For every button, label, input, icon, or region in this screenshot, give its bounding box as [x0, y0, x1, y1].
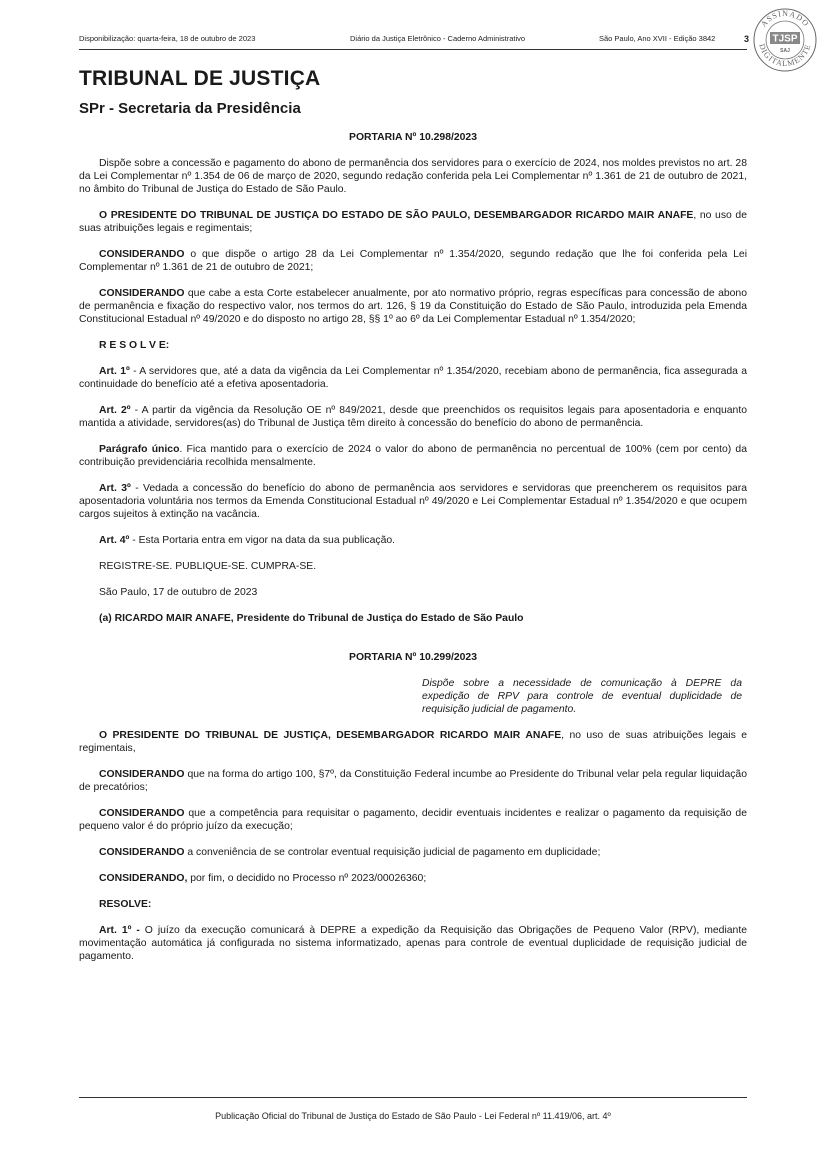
- seal-top-text: ASSINADO: [759, 8, 811, 29]
- portaria2-ementa: Dispõe sobre a necessidade de comunicação à DEPRE da expedição de RPV para controle de eventual duplicidade de requisição judicial de pagamento.: [422, 678, 742, 715]
- page-title: TRIBUNAL DE JUSTIÇA: [79, 67, 321, 90]
- portaria1-summary: Dispõe sobre a concessão e pagamento do abono de permanência dos servidores para o exercício de 2024, nos moldes previstos no art. 28 da Lei Complementar nº 1.354 de 06 de março de 2020, segundo redação conferida pela Lei Complementar nº 1.361 de 21 de outubro de 2021, no âmbito do Tribunal de Justiça do Estado de São Paulo.: [79, 158, 747, 195]
- portaria2-heading: PORTARIA Nº 10.299/2023: [349, 652, 477, 663]
- portaria1-art4: Art. 4º - Esta Portaria entra em vigor na data da sua publicação.: [99, 535, 396, 546]
- document-body: [79, 131, 747, 976]
- header-journal: Diário da Justiça Eletrônico - Caderno Administrativo: [350, 34, 526, 43]
- seal-small-text: SAJ: [780, 48, 790, 54]
- portaria2-president: O PRESIDENTE DO TRIBUNAL DE JUSTIÇA, DESEMBARGADOR RICARDO MAIR ANAFE, no uso de suas atribuições legais e regimentais,: [79, 730, 747, 754]
- portaria1-signature: (a) RICARDO MAIR ANAFE, Presidente do Tribunal de Justiça do Estado de São Paulo: [99, 613, 524, 624]
- portaria1-art3: Art. 3º - Vedada a concessão do benefício do abono de permanência aos servidores e servidoras que preencherem os requisitos para aposentadoria voluntária nos termos da Emenda Constitucional Estadual nº 49/2020 e Lei Complementar Estadual nº 1.354/2020 e que ocupem cargos sujeitos à extinção na vacância.: [79, 483, 748, 520]
- footer-rule: [79, 1097, 747, 1098]
- seal-middle-text: TJSP: [772, 33, 798, 45]
- svg-text:ASSINADO: [759, 9, 811, 29]
- digital-signature-seal-icon: [752, 7, 818, 73]
- page-number: 3: [743, 34, 749, 44]
- portaria2-considerando-2: CONSIDERANDO que a competência para requisitar o pagamento, decidir eventuais incidentes e realizar o pagamento da requisição de pequeno valor é do próprio juízo da execução;: [79, 808, 747, 832]
- header-edition: São Paulo, Ano XVII - Edição 3842: [599, 34, 716, 43]
- portaria1-art2: Art. 2º - A partir da vigência da Resolução OE nº 849/2021, desde que preenchidos os requisitos legais para aposentadoria e enquanto mantida a atividade, servidores(as) do Tribunal de Justiça têm direito à concessão do benefício do abono de permanência.: [79, 405, 747, 429]
- page-subtitle: SPr - Secretaria da Presidência: [79, 100, 301, 117]
- portaria2-considerando-1: CONSIDERANDO que na forma do artigo 100, §7º, da Constituição Federal incumbe ao Presidente do Tribunal velar pela regular liquidação de precatórios;: [79, 769, 747, 793]
- portaria1-date: São Paulo, 17 de outubro de 2023: [99, 587, 258, 598]
- portaria1-paragrafo-unico: Parágrafo único. Fica mantido para o exercício de 2024 o valor do abono de permanência no percentual de 100% (cem por cento) da contribuição previdenciária recolhida mensalmente.: [79, 444, 747, 468]
- header-rule: [79, 49, 747, 50]
- portaria1-heading: PORTARIA Nº 10.298/2023: [349, 132, 477, 143]
- portaria2-resolve: RESOLVE:: [99, 899, 152, 910]
- portaria2-considerando-4: CONSIDERANDO, por fim, o decidido no Processo nº 2023/00026360;: [99, 873, 427, 884]
- portaria1-considerando-2: CONSIDERANDO que cabe a esta Corte estabelecer anualmente, por ato normativo próprio, regras específicas para concessão de abono de permanência e fixação do respectivo valor, nos termos do art. 126, § 19 da Constituição do Estado de São Paulo, introduzida pela Emenda Constitucional Estadual nº 49/2020 e do disposto no artigo 28, §§ 1º ao 6º da Lei Complementar Estadual nº 1.354/2020;: [79, 288, 747, 325]
- portaria2-art1: Art. 1º - O juízo da execução comunicará à DEPRE a expedição da Requisição das Obrigações de Pequeno Valor (RPV), mediante movimentação automática já configurada no sistema informatizado, apenas para controle de eventual duplicidade de requisição judicial de pagamento.: [79, 925, 747, 962]
- portaria1-considerando-1: CONSIDERANDO o que dispõe o artigo 28 da Lei Complementar nº 1.354/2020, segundo redação que lhe foi conferida pela Lei Complementar nº 1.361 de 21 de outubro de 2021;: [79, 249, 747, 273]
- header-date: Disponibilização: quarta-feira, 18 de outubro de 2023: [79, 34, 256, 43]
- seal-bottom-text: DIGITALMENTE: [757, 42, 813, 69]
- page-header: [79, 34, 747, 48]
- portaria1-registre: REGISTRE-SE. PUBLIQUE-SE. CUMPRA-SE.: [99, 561, 317, 572]
- portaria2-considerando-3: CONSIDERANDO a conveniência de se controlar eventual requisição judicial de pagamento em duplicidade;: [99, 847, 601, 858]
- portaria1-art1: Art. 1º - A servidores que, até a data da vigência da Lei Complementar nº 1.354/2020, recebiam abono de permanência, fica assegurada a continuidade do benefício até a efetiva aposentadoria.: [79, 366, 748, 390]
- page-footer: Publicação Oficial do Tribunal de Justiça do Estado de São Paulo - Lei Federal nº 11.419/06, art. 4º: [215, 1111, 611, 1121]
- portaria1-president: O PRESIDENTE DO TRIBUNAL DE JUSTIÇA DO ESTADO DE SÃO PAULO, DESEMBARGADOR RICARDO MAIR ANAFE, no uso de suas atribuições legais e regimentais;: [79, 210, 747, 234]
- portaria1-resolve: R E S O L V E:: [99, 340, 170, 351]
